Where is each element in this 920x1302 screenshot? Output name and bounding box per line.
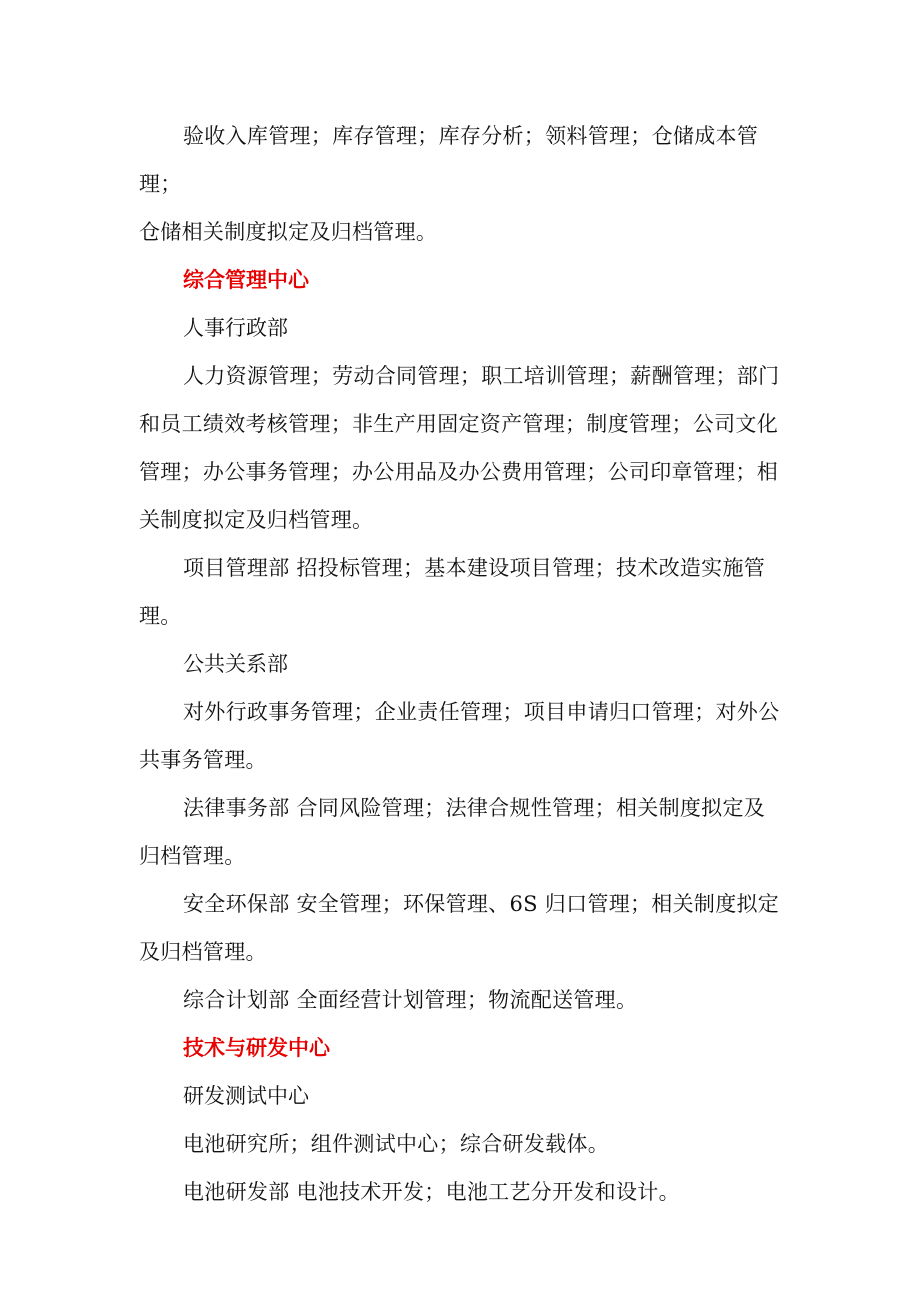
section-heading: 综合管理中心 <box>183 267 309 292</box>
paragraph-line: 管理；办公事务管理；办公用品及办公费用管理；公司印章管理；相 <box>139 460 778 484</box>
paragraph-line: 验收入库管理；库存管理；库存分析；领料管理；仓储成本管理； <box>139 124 759 196</box>
body-paragraph <box>139 688 791 784</box>
paragraph-line: 人力资源管理；劳动合同管理；职工培训管理；薪酬管理；部门 <box>183 364 780 388</box>
body-paragraph <box>139 1120 791 1168</box>
department-title: 人事行政部 <box>183 316 288 340</box>
paragraph-line: 安全环保部 安全管理；环保管理、6S 归口管理；相关制度拟定 <box>183 892 780 916</box>
paragraph-line: 仓储相关制度拟定及归档管理。 <box>139 220 438 244</box>
paragraph-line: 及归档管理。 <box>139 940 267 964</box>
paragraph-line: 理。 <box>139 604 182 628</box>
paragraph-line: 共事务管理。 <box>139 748 267 772</box>
department-title: 公共关系部 <box>183 652 288 676</box>
document-page <box>139 112 791 1216</box>
body-paragraph <box>139 976 791 1024</box>
paragraph-line: 对外行政事务管理；企业责任管理；项目申请归口管理；对外公 <box>183 700 780 724</box>
paragraph-line: 归档管理。 <box>139 844 246 868</box>
body-paragraph <box>139 880 791 976</box>
department-title: 研发测试中心 <box>183 1084 309 1108</box>
paragraph-line: 关制度拟定及归档管理。 <box>139 508 374 532</box>
section-heading: 技术与研发中心 <box>183 1035 330 1060</box>
paragraph-line: 电池研究所；组件测试中心；综合研发载体。 <box>183 1132 609 1156</box>
paragraph-line: 项目管理部 招投标管理；基本建设项目管理；技术改造实施管 <box>183 556 766 580</box>
body-paragraph <box>139 1168 791 1216</box>
body-paragraph <box>139 352 791 544</box>
body-paragraph <box>139 784 791 880</box>
paragraph-line: 和员工绩效考核管理；非生产用固定资产管理；制度管理；公司文化 <box>139 412 778 436</box>
paragraph-line: 法律事务部 合同风险管理；法律合规性管理；相关制度拟定及 <box>183 796 766 820</box>
body-paragraph <box>139 112 791 256</box>
body-paragraph <box>139 544 791 640</box>
paragraph-line: 综合计划部 全面经营计划管理；物流配送管理。 <box>183 988 638 1012</box>
paragraph-line: 电池研发部 电池技术开发；电池工艺分开发和设计。 <box>183 1180 680 1204</box>
